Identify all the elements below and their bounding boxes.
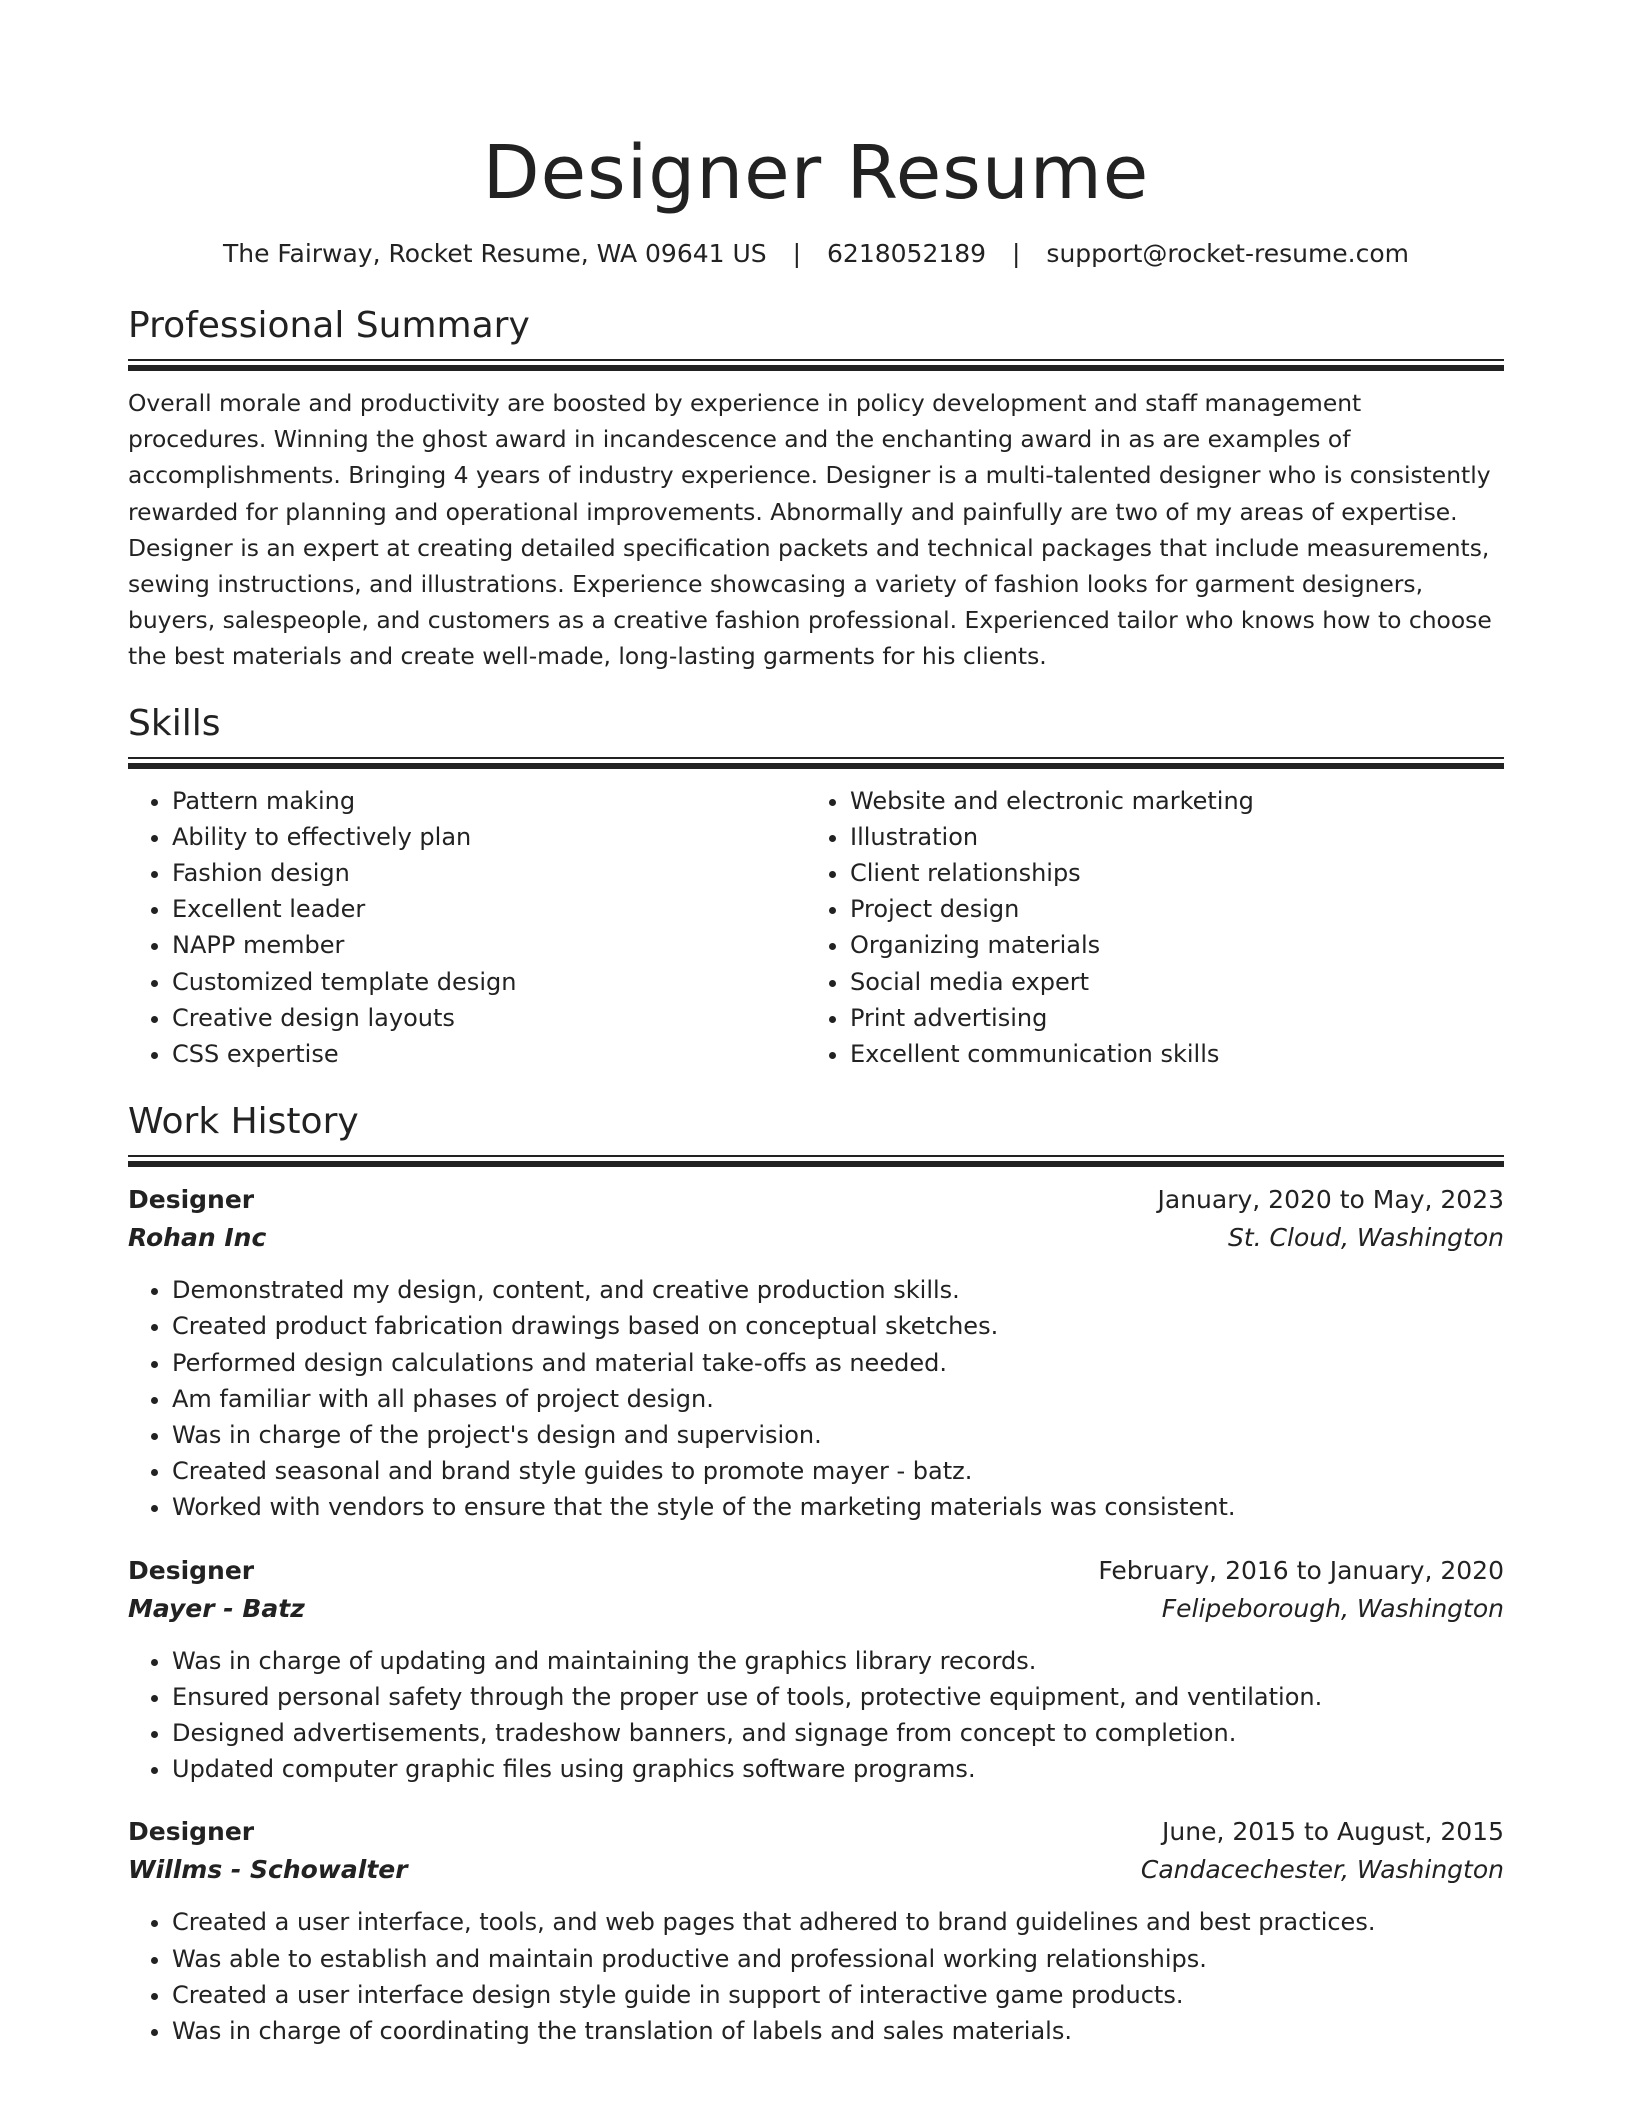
job-subheader-row [128, 1590, 1504, 1628]
job-entry [128, 1181, 1504, 1525]
skill-item: • Print advertising [850, 1000, 1484, 1036]
skill-item: • NAPP member [172, 927, 806, 963]
summary-paragraph: Overall morale and productivity are boosted by experience in policy development and staff management procedures. Winning the ghost award in incandescence and the enchanting award in as are examples of accomplishments. Bringing 4 years of industry experience. Designer is a multi-talented designer who is consistently rewarded for planning and operational improvements. Abnormally and painfully are two of my areas of expertise. Designer is an expert at creating detailed specification packets and technical packages that include measurements, sewing instructions, and illustrations. Experience showcasing a variety of fashion looks for garment designers, buyers, salespeople, and customers as a creative fashion professional. Experienced tailor who knows how to choose the best materials and create well-made, long-lasting garments for his clients. [128, 389, 1492, 671]
contact-line [128, 236, 1504, 272]
job-company: Rohan Inc [128, 1223, 267, 1253]
job-bullet: • Was able to establish and maintain productive and professional working relationships. [172, 1941, 1504, 1977]
job-bullet: • Created seasonal and brand style guides to promote mayer - batz. [172, 1453, 1504, 1489]
skill-item: • Pattern making [172, 783, 806, 819]
section-divider [128, 757, 1504, 769]
job-entry [128, 1813, 1504, 2049]
job-company: Mayer - Batz [128, 1593, 305, 1623]
job-bullet: • Created a user interface, tools, and web pages that adhered to brand guidelines and best practices. [172, 1904, 1504, 1940]
skills-column-right [806, 783, 1484, 1073]
section-heading-skills: Skills [128, 702, 221, 744]
job-title: Designer [128, 1817, 255, 1847]
job-header-row [128, 1813, 1504, 1851]
skill-item: • Client relationships [850, 855, 1484, 891]
resume-title: Designer Resume [482, 130, 1150, 216]
skills-list-right [806, 783, 1484, 1073]
job-title: Designer [128, 1555, 255, 1585]
skill-item: • Creative design layouts [172, 1000, 806, 1036]
skill-item: • Excellent leader [172, 891, 806, 927]
contact-phone: 6218052189 [827, 239, 987, 268]
section-divider [128, 1155, 1504, 1167]
job-header-row [128, 1552, 1504, 1590]
summary-section [128, 302, 1504, 675]
skills-column-left [128, 783, 806, 1073]
job-bullet: • Worked with vendors to ensure that the style of the marketing materials was consistent. [172, 1489, 1504, 1525]
contact-email: support@rocket-resume.com [1046, 239, 1410, 268]
skill-item: • Social media expert [850, 964, 1484, 1000]
skill-item: • Ability to effectively plan [172, 819, 806, 855]
skills-list-left [128, 783, 806, 1073]
job-bullet-list [128, 1643, 1504, 1788]
skills-section [128, 700, 1504, 1073]
work-history-section [128, 1098, 1504, 2049]
job-bullet: • Am familiar with all phases of project design. [172, 1381, 1504, 1417]
job-bullet: • Was in charge of updating and maintaining the graphics library records. [172, 1643, 1504, 1679]
job-bullet-list [128, 1272, 1504, 1525]
contact-address: The Fairway, Rocket Resume, WA 09641 US [222, 239, 767, 268]
skill-item: • CSS expertise [172, 1036, 806, 1072]
job-subheader-row [128, 1219, 1504, 1257]
job-company: Willms - Schowalter [128, 1855, 408, 1885]
skill-item: • Project design [850, 891, 1484, 927]
job-bullet: • Demonstrated my design, content, and creative production skills. [172, 1272, 1504, 1308]
job-bullet: • Ensured personal safety through the proper use of tools, protective equipment, and ventilation. [172, 1679, 1504, 1715]
job-subheader-row [128, 1851, 1504, 1889]
job-bullet: • Created product fabrication drawings based on conceptual sketches. [172, 1308, 1504, 1344]
skills-columns [128, 783, 1504, 1073]
section-heading-summary: Professional Summary [128, 305, 530, 346]
skill-item: • Website and electronic marketing [850, 783, 1484, 819]
skill-item: • Organizing materials [850, 927, 1484, 963]
job-bullet: • Was in charge of coordinating the translation of labels and sales materials. [172, 2013, 1504, 2049]
job-bullet: • Performed design calculations and material take-offs as needed. [172, 1345, 1504, 1381]
job-bullet-list [128, 1904, 1504, 2049]
skill-item: • Customized template design [172, 964, 806, 1000]
job-bullet: • Was in charge of the project's design and supervision. [172, 1417, 1504, 1453]
job-bullet: • Created a user interface design style guide in support of interactive game products. [172, 1977, 1504, 2013]
resume-page [128, 0, 1504, 2049]
job-bullet: • Designed advertisements, tradeshow banners, and signage from concept to completion. [172, 1715, 1504, 1751]
section-heading-work-history: Work History [128, 1101, 359, 1143]
skill-item: • Excellent communication skills [850, 1036, 1484, 1072]
contact-separator: | [1012, 239, 1021, 268]
job-location: Candacechester, Washington [1140, 1855, 1504, 1885]
skill-item: • Illustration [850, 819, 1484, 855]
contact-separator: | [792, 239, 802, 268]
job-entry [128, 1552, 1504, 1788]
job-bullet: • Updated computer graphic files using graphics software programs. [172, 1751, 1504, 1787]
job-header-row [128, 1181, 1504, 1219]
section-divider [128, 359, 1504, 371]
job-location: Felipeborough, Washington [1161, 1593, 1504, 1623]
skill-item: • Fashion design [172, 855, 806, 891]
job-title: Designer [128, 1185, 255, 1215]
job-dates: February, 2016 to January, 2020 [1098, 1555, 1504, 1585]
job-dates: January, 2020 to May, 2023 [1157, 1185, 1504, 1215]
job-location: St. Cloud, Washington [1227, 1223, 1504, 1253]
job-dates: June, 2015 to August, 2015 [1162, 1817, 1504, 1847]
